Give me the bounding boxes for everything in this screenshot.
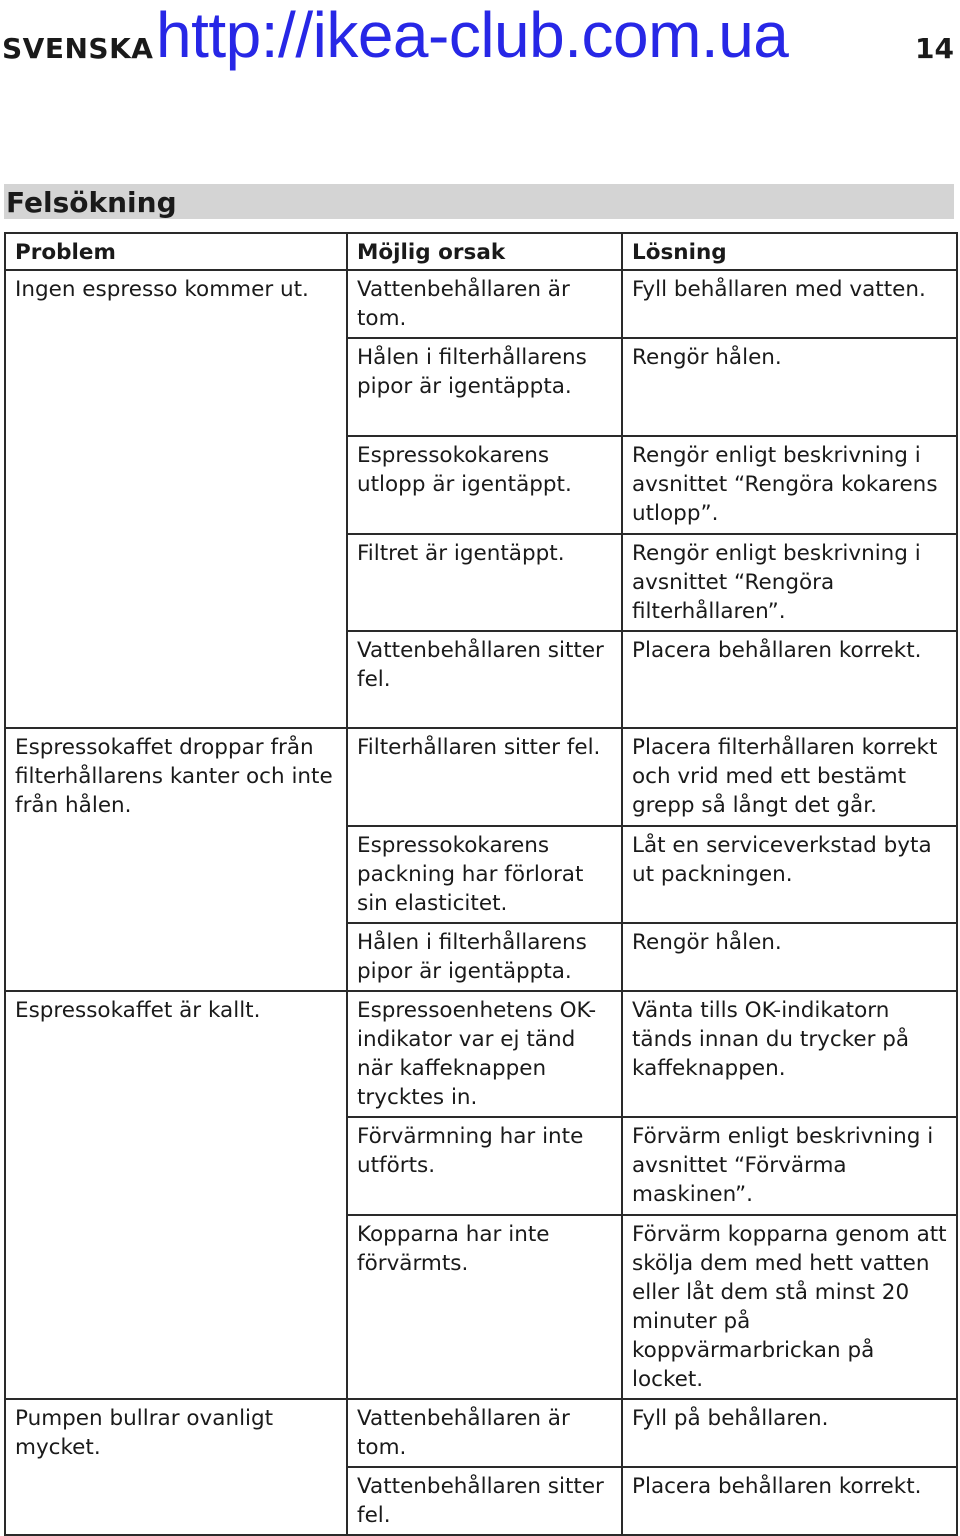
table-row	[5, 436, 957, 534]
cause-cell: Hålen i filterhållarens pipor är igentäppta.	[347, 923, 622, 991]
table-header-row	[5, 233, 957, 270]
cause-cell: Vattenbehållaren sitter fel.	[347, 631, 622, 728]
solution-cell: Placera behållaren korrekt.	[622, 1467, 957, 1535]
cause-cell: Espressokokarens packning har förlorat sin elasticitet.	[347, 826, 622, 923]
table-row	[5, 728, 957, 826]
page-header	[0, 0, 960, 80]
cause-cell: Espressokokarens utlopp är igentäppt.	[347, 436, 622, 534]
column-header-solution: Lösning	[622, 233, 957, 270]
page-number: 14	[915, 32, 954, 65]
problem-cell-continued	[5, 436, 347, 728]
table-row	[5, 1399, 957, 1467]
problem-cell: Ingen espresso kommer ut.	[5, 270, 347, 436]
cause-cell: Vattenbehållaren sitter fel.	[347, 1467, 622, 1535]
solution-cell: Fyll på behållaren.	[622, 1399, 957, 1467]
section-title: Felsökning	[6, 186, 177, 219]
cause-cell: Espressoenhetens OK-indikator var ej tänd när kaffeknappen trycktes in.	[347, 991, 622, 1117]
solution-cell: Låt en serviceverkstad byta ut packningen.	[622, 826, 957, 923]
cause-cell: Kopparna har inte förvärmts.	[347, 1215, 622, 1399]
solution-cell: Placera filterhållaren korrekt och vrid med ett bestämt grepp så långt det går.	[622, 728, 957, 826]
troubleshooting-table	[4, 232, 958, 1536]
solution-cell: Förvärm kopparna genom att skölja dem med hett vatten eller låt dem stå minst 20 minuter på koppvärmarbrickan på locket.	[622, 1215, 957, 1399]
cause-cell: Vattenbehållaren är tom.	[347, 270, 622, 338]
problem-cell: Espressokaffet droppar från filterhållarens kanter och inte från hålen.	[5, 728, 347, 991]
solution-cell: Placera behållaren korrekt.	[622, 631, 957, 728]
column-header-cause: Möjlig orsak	[347, 233, 622, 270]
cause-cell: Förvärmning har inte utförts.	[347, 1117, 622, 1215]
column-header-problem: Problem	[5, 233, 347, 270]
cause-cell: Vattenbehållaren är tom.	[347, 1399, 622, 1467]
cause-cell: Filtret är igentäppt.	[347, 534, 622, 631]
table-row	[5, 270, 957, 338]
language-label: SVENSKA	[2, 32, 154, 65]
solution-cell: Rengör enligt beskrivning i avsnittet “Rengöra filterhållaren”.	[622, 534, 957, 631]
table-row	[5, 991, 957, 1117]
watermark-url: http://ikea-club.com.ua	[156, 0, 789, 71]
problem-cell: Espressokaffet är kallt.	[5, 991, 347, 1399]
solution-cell: Förvärm enligt beskrivning i avsnittet “Förvärma maskinen”.	[622, 1117, 957, 1215]
solution-cell: Rengör hålen.	[622, 338, 957, 436]
problem-cell: Pumpen bullrar ovanligt mycket.	[5, 1399, 347, 1535]
solution-cell: Vänta tills OK-indikatorn tänds innan du trycker på kaffeknappen.	[622, 991, 957, 1117]
solution-cell: Rengör hålen.	[622, 923, 957, 991]
cause-cell: Filterhållaren sitter fel.	[347, 728, 622, 826]
cause-cell: Hålen i filterhållarens pipor är igentäppta.	[347, 338, 622, 436]
solution-cell: Fyll behållaren med vatten.	[622, 270, 957, 338]
solution-cell: Rengör enligt beskrivning i avsnittet “Rengöra kokarens utlopp”.	[622, 436, 957, 534]
